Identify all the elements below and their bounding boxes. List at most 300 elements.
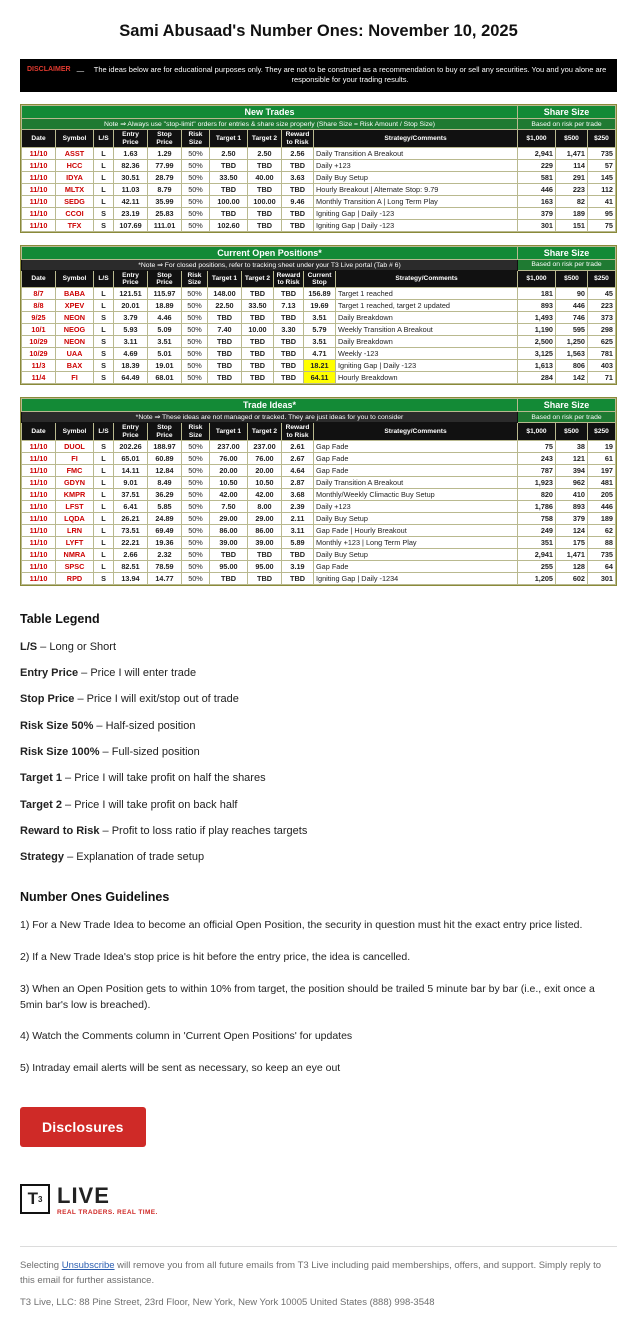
cell-target1: 2.50 [210, 147, 248, 159]
cell-strategy: Hourly Breakout | Alternate Stop: 9.79 [314, 183, 518, 195]
cell-risk-size: 50% [182, 524, 210, 536]
cell-strategy: Igniting Gap | Daily -1234 [314, 572, 518, 584]
cell-risk-size: 50% [182, 536, 210, 548]
cell-shares-500: 124 [556, 524, 588, 536]
table-row[interactable] [22, 300, 616, 312]
cell-date: 11/10 [22, 440, 56, 452]
cell-stop-price: 5.09 [148, 324, 182, 336]
cell-target1: TBD [208, 336, 242, 348]
new-trades-header-row [22, 130, 616, 148]
cell-symbol: NEOG [56, 324, 94, 336]
cell-shares-1000: 1,613 [518, 360, 556, 372]
cell-strategy: Monthly Transition A | Long Term Play [314, 195, 518, 207]
cell-ls: S [94, 219, 114, 231]
email-page [0, 22, 637, 1337]
disclaimer-dash: — [76, 66, 85, 75]
cell-target2: 40.00 [248, 171, 282, 183]
col-s1000: $1,000 [518, 423, 556, 441]
cell-stop-price: 35.99 [148, 195, 182, 207]
cell-date: 10/1 [22, 324, 56, 336]
cell-symbol: LFST [56, 500, 94, 512]
table-row[interactable] [22, 147, 616, 159]
col-ls: L/S [94, 423, 114, 441]
cell-entry-price: 4.69 [114, 348, 148, 360]
cell-stop-price: 12.84 [148, 464, 182, 476]
cell-ls: L [94, 183, 114, 195]
table-row[interactable] [22, 464, 616, 476]
cell-entry-price: 20.01 [114, 300, 148, 312]
cell-reward-to-risk: 3.63 [282, 171, 314, 183]
cell-shares-250: 205 [588, 488, 616, 500]
guideline-item: 1) For a New Trade Idea to become an official Open Position, the security in question must hit the exact entry price listed. [20, 919, 583, 932]
cell-shares-1000: 3,125 [518, 348, 556, 360]
cell-stop-price: 5.01 [148, 348, 182, 360]
cell-strategy: Monthly +123 | Long Term Play [314, 536, 518, 548]
cell-symbol: CCOI [56, 207, 94, 219]
legend-item [20, 666, 617, 680]
cell-shares-500: 806 [556, 360, 588, 372]
cell-strategy: Monthly/Weekly Climactic Buy Setup [314, 488, 518, 500]
legend-desc: – Long or Short [37, 640, 117, 653]
cell-target1: 86.00 [210, 524, 248, 536]
cell-strategy: Gap Fade | Hourly Breakout [314, 524, 518, 536]
cell-date: 11/10 [22, 560, 56, 572]
cell-symbol: FI [56, 372, 94, 384]
open-positions-title: Current Open Positions* [22, 246, 518, 259]
cell-strategy: Daily Transition A Breakout [314, 476, 518, 488]
cell-shares-500: 121 [556, 452, 588, 464]
cell-shares-250: 481 [588, 476, 616, 488]
cell-strategy: Hourly Breakdown [336, 372, 518, 384]
cell-shares-1000: 1,205 [518, 572, 556, 584]
open-positions-note-row [22, 259, 616, 270]
share-size-note-1: Based on risk per trade [518, 119, 616, 130]
cell-symbol: TFX [56, 219, 94, 231]
cell-risk-size: 50% [182, 159, 210, 171]
cell-ls: L [94, 452, 114, 464]
cell-target2: TBD [248, 183, 282, 195]
cell-shares-1000: 820 [518, 488, 556, 500]
trade-ideas-title: Trade Ideas* [22, 399, 518, 412]
col-entry: Entry Price [114, 423, 148, 441]
cell-ls: L [94, 500, 114, 512]
legend-term: Risk Size 50% [20, 719, 94, 732]
table-row[interactable] [22, 440, 616, 452]
cell-date: 11/10 [22, 452, 56, 464]
legend-desc: – Half-sized position [93, 719, 196, 732]
cell-shares-500: 151 [556, 219, 588, 231]
cell-ls: S [94, 336, 114, 348]
new-trades-title: New Trades [22, 106, 518, 119]
col-date: Date [22, 270, 56, 288]
cell-risk-size: 50% [182, 219, 210, 231]
cell-ls: L [94, 464, 114, 476]
cell-stop-price: 14.77 [148, 572, 182, 584]
table-row[interactable] [22, 183, 616, 195]
cell-target1: 95.00 [210, 560, 248, 572]
trade-ideas-band [22, 399, 616, 412]
cell-target1: TBD [210, 207, 248, 219]
cell-reward-to-risk: TBD [282, 207, 314, 219]
trade-ideas-note-row [22, 412, 616, 423]
cell-symbol: SEDG [56, 195, 94, 207]
cell-target2: TBD [242, 372, 274, 384]
cell-strategy: Weekly Transition A Breakout [336, 324, 518, 336]
cell-strategy: Igniting Gap | Daily -123 [336, 360, 518, 372]
new-trades-note-row [22, 119, 616, 130]
cell-risk-size: 50% [182, 147, 210, 159]
new-trades-table [20, 104, 617, 233]
cell-shares-500: 1,471 [556, 548, 588, 560]
cell-symbol: UAA [56, 348, 94, 360]
cell-risk-size: 50% [182, 572, 210, 584]
cell-shares-1000: 1,493 [518, 312, 556, 324]
legend-item [20, 719, 617, 733]
cell-shares-250: 373 [588, 312, 616, 324]
trade-ideas-body [22, 440, 616, 584]
cell-target1: 20.00 [210, 464, 248, 476]
legend-desc: – Price I will exit/stop out of trade [74, 693, 239, 706]
cell-target2: TBD [242, 348, 274, 360]
open-positions-table [20, 245, 617, 386]
cell-shares-250: 75 [588, 219, 616, 231]
cell-ls: L [94, 171, 114, 183]
legend-term: Entry Price [20, 667, 79, 680]
cell-date: 11/10 [22, 147, 56, 159]
col-ls: L/S [94, 270, 114, 288]
footer-divider [20, 1246, 617, 1247]
cell-risk-size: 50% [182, 548, 210, 560]
footer-address: T3 Live, LLC: 88 Pine Street, 23rd Floor, New York, New York 10005 United States (888) 998-3548 [20, 1297, 435, 1309]
table-row[interactable] [22, 476, 616, 488]
cell-shares-250: 735 [588, 147, 616, 159]
footer-pre: Selecting [20, 1259, 62, 1271]
footer-post: will remove you from all future emails from T3 Live including paid memberships, offers, and support. Simply reply to this email for further assistance. [20, 1259, 602, 1286]
col-rr: Reward to Risk [282, 130, 314, 148]
cell-shares-500: 746 [556, 312, 588, 324]
cell-reward-to-risk: 7.13 [274, 300, 304, 312]
cell-current-stop: 5.79 [304, 324, 336, 336]
cell-shares-1000: 1,190 [518, 324, 556, 336]
cell-strategy: Igniting Gap | Daily -123 [314, 219, 518, 231]
col-symbol: Symbol [56, 130, 94, 148]
table-row[interactable] [22, 324, 616, 336]
cell-current-stop: 19.69 [304, 300, 336, 312]
col-risk: Risk Size [182, 270, 208, 288]
cell-symbol: DUOL [56, 440, 94, 452]
cell-target1: 29.00 [210, 512, 248, 524]
col-s1000: $1,000 [518, 130, 556, 148]
cell-risk-size: 50% [182, 183, 210, 195]
cell-shares-500: 38 [556, 440, 588, 452]
disclosures-button[interactable]: Disclosures [20, 1107, 146, 1147]
table-row[interactable] [22, 219, 616, 231]
cell-entry-price: 202.26 [114, 440, 148, 452]
cell-shares-500: 142 [556, 372, 588, 384]
cell-shares-1000: 2,941 [518, 147, 556, 159]
cell-entry-price: 5.93 [114, 324, 148, 336]
cell-target2: 86.00 [248, 524, 282, 536]
table-row[interactable] [22, 312, 616, 324]
cell-shares-250: 41 [588, 195, 616, 207]
cell-reward-to-risk: 2.61 [282, 440, 314, 452]
cell-ls: L [94, 488, 114, 500]
guidelines-heading: Number Ones Guidelines [20, 890, 170, 905]
cell-stop-price: 8.49 [148, 476, 182, 488]
cell-shares-500: 595 [556, 324, 588, 336]
cell-target1: TBD [210, 183, 248, 195]
col-s500: $500 [556, 130, 588, 148]
table-row[interactable] [22, 336, 616, 348]
table-row[interactable] [22, 500, 616, 512]
cell-strategy: Daily Buy Setup [314, 171, 518, 183]
cell-ls: L [94, 560, 114, 572]
cell-stop-price: 24.89 [148, 512, 182, 524]
cell-ls: S [94, 312, 114, 324]
cell-risk-size: 50% [182, 324, 208, 336]
table-row[interactable] [22, 536, 616, 548]
col-s250: $250 [588, 270, 616, 288]
col-s250: $250 [588, 423, 616, 441]
cell-strategy: Daily Breakdown [336, 336, 518, 348]
cell-shares-1000: 2,500 [518, 336, 556, 348]
open-positions-note: *Note ⇒ For closed positions, refer to tracking sheet under your T3 Live portal (Tab # 6) [22, 259, 518, 270]
cell-target2: 2.50 [248, 147, 282, 159]
cell-reward-to-risk: 2.67 [282, 452, 314, 464]
col-target2: Target 2 [248, 130, 282, 148]
cell-target1: TBD [208, 312, 242, 324]
cell-entry-price: 1.63 [114, 147, 148, 159]
cell-shares-250: 403 [588, 360, 616, 372]
cell-date: 11/3 [22, 360, 56, 372]
cell-symbol: LYFT [56, 536, 94, 548]
legend-desc: – Profit to loss ratio if play reaches targets [99, 824, 308, 837]
cell-current-stop: 4.71 [304, 348, 336, 360]
cell-current-stop: 64.11 [304, 372, 336, 384]
logo-live-text: LIVE [57, 1182, 110, 1208]
cell-shares-250: 301 [588, 572, 616, 584]
legend-heading: Table Legend [20, 611, 100, 626]
guidelines-list [20, 918, 617, 1077]
cell-shares-500: 962 [556, 476, 588, 488]
table-row[interactable] [22, 159, 616, 171]
cell-reward-to-risk: 2.39 [282, 500, 314, 512]
cell-entry-price: 3.11 [114, 336, 148, 348]
cell-target2: 100.00 [248, 195, 282, 207]
cell-shares-250: 19 [588, 440, 616, 452]
cell-entry-price: 11.03 [114, 183, 148, 195]
cell-reward-to-risk: 3.68 [282, 488, 314, 500]
disclaimer-text: The ideas below are for educational purposes only. They are not to be construed as a recommendation to buy or sell any securities. You and you alone are responsible for your trading results. [93, 65, 607, 85]
cell-shares-250: 62 [588, 524, 616, 536]
table-row[interactable] [22, 372, 616, 384]
cell-ls: L [94, 524, 114, 536]
cell-reward-to-risk: TBD [274, 312, 304, 324]
cell-ls: S [94, 360, 114, 372]
cell-shares-500: 291 [556, 171, 588, 183]
cell-shares-1000: 255 [518, 560, 556, 572]
cell-stop-price: 60.89 [148, 452, 182, 464]
page-title: Sami Abusaad's Number Ones: November 10, 2025 [119, 22, 518, 40]
cell-shares-500: 446 [556, 300, 588, 312]
cell-entry-price: 107.69 [114, 219, 148, 231]
cell-shares-1000: 181 [518, 288, 556, 300]
legend-term: L/S [20, 640, 38, 653]
table-row[interactable] [22, 548, 616, 560]
col-current-stop: Current Stop [304, 270, 336, 288]
table-row[interactable] [22, 488, 616, 500]
col-s500: $500 [556, 270, 588, 288]
cell-target2: TBD [242, 288, 274, 300]
table-row[interactable] [22, 572, 616, 584]
cell-shares-1000: 163 [518, 195, 556, 207]
col-risk: Risk Size [182, 130, 210, 148]
cell-shares-1000: 301 [518, 219, 556, 231]
col-stop: Stop Price [148, 423, 182, 441]
cell-date: 11/10 [22, 207, 56, 219]
cell-reward-to-risk: TBD [274, 348, 304, 360]
cell-target2: TBD [248, 548, 282, 560]
legend-item [20, 850, 617, 864]
cell-entry-price: 14.11 [114, 464, 148, 476]
legend-term: Reward to Risk [20, 824, 100, 837]
col-strategy: Strategy/Comments [314, 130, 518, 148]
cell-shares-1000: 229 [518, 159, 556, 171]
cell-shares-500: 175 [556, 536, 588, 548]
cell-entry-price: 82.51 [114, 560, 148, 572]
cell-target2: TBD [242, 360, 274, 372]
cell-stop-price: 111.01 [148, 219, 182, 231]
disclaimer-banner [20, 59, 617, 92]
cell-reward-to-risk: 5.89 [282, 536, 314, 548]
cell-shares-1000: 284 [518, 372, 556, 384]
cell-stop-price: 188.97 [148, 440, 182, 452]
cell-shares-500: 410 [556, 488, 588, 500]
cell-entry-price: 42.11 [114, 195, 148, 207]
cell-stop-price: 19.36 [148, 536, 182, 548]
col-s500: $500 [556, 423, 588, 441]
guideline-item: 5) Intraday email alerts will be sent as necessary, so keep an eye out [20, 1062, 341, 1075]
cell-shares-500: 189 [556, 207, 588, 219]
cell-target1: TBD [210, 159, 248, 171]
cell-reward-to-risk: 2.56 [282, 147, 314, 159]
cell-shares-1000: 351 [518, 536, 556, 548]
cell-shares-500: 394 [556, 464, 588, 476]
table-row[interactable] [22, 560, 616, 572]
table-row[interactable] [22, 207, 616, 219]
cell-shares-250: 88 [588, 536, 616, 548]
cell-stop-price: 36.29 [148, 488, 182, 500]
cell-date: 11/10 [22, 524, 56, 536]
cell-current-stop: 3.51 [304, 312, 336, 324]
cell-target2: 10.00 [242, 324, 274, 336]
cell-strategy: Target 1 reached [336, 288, 518, 300]
cell-stop-price: 1.29 [148, 147, 182, 159]
cell-stop-price: 115.97 [148, 288, 182, 300]
cell-shares-250: 61 [588, 452, 616, 464]
table-row[interactable] [22, 195, 616, 207]
cell-strategy: Gap Fade [314, 440, 518, 452]
cell-target1: 148.00 [208, 288, 242, 300]
cell-reward-to-risk: 3.30 [274, 324, 304, 336]
cell-shares-1000: 243 [518, 452, 556, 464]
cell-date: 11/10 [22, 572, 56, 584]
cell-shares-1000: 1,923 [518, 476, 556, 488]
cell-reward-to-risk: TBD [274, 372, 304, 384]
cell-symbol: LRN [56, 524, 94, 536]
cell-symbol: BAX [56, 360, 94, 372]
cell-entry-price: 65.01 [114, 452, 148, 464]
cell-target2: 76.00 [248, 452, 282, 464]
cell-reward-to-risk: TBD [274, 360, 304, 372]
cell-shares-1000: 75 [518, 440, 556, 452]
new-trades-note: Note ⇒ Always use "stop-limit" orders for entries & share size properly (Share Size = Risk Amount / Stop Size) [22, 119, 518, 130]
col-date: Date [22, 130, 56, 148]
col-rr: Reward to Risk [282, 423, 314, 441]
col-rr: Reward to Risk [274, 270, 304, 288]
cell-shares-500: 90 [556, 288, 588, 300]
cell-shares-250: 71 [588, 372, 616, 384]
cell-target2: 39.00 [248, 536, 282, 548]
cell-entry-price: 73.51 [114, 524, 148, 536]
guideline-item: 3) When an Open Position gets to within 10% from target, the position should be trailed 5 minute bar by bar (i.e., exit once a 5min bar's low is breached). [20, 982, 595, 1011]
cell-risk-size: 50% [182, 300, 208, 312]
cell-entry-price: 6.41 [114, 500, 148, 512]
cell-shares-1000: 249 [518, 524, 556, 536]
cell-ls: S [94, 372, 114, 384]
cell-shares-500: 379 [556, 512, 588, 524]
table-row[interactable] [22, 288, 616, 300]
table-row[interactable] [22, 171, 616, 183]
cell-target1: 100.00 [210, 195, 248, 207]
cell-target1: 7.50 [210, 500, 248, 512]
col-symbol: Symbol [56, 423, 94, 441]
cell-date: 11/10 [22, 500, 56, 512]
table-row[interactable] [22, 360, 616, 372]
cell-target1: 39.00 [210, 536, 248, 548]
cell-target1: TBD [210, 572, 248, 584]
cell-shares-250: 145 [588, 171, 616, 183]
cell-date: 8/7 [22, 288, 56, 300]
unsubscribe-link[interactable]: Unsubscribe [61, 1259, 115, 1271]
cell-ls: L [94, 324, 114, 336]
cell-target1: 33.50 [210, 171, 248, 183]
cell-target2: 29.00 [248, 512, 282, 524]
cell-symbol: BABA [56, 288, 94, 300]
col-ls: L/S [94, 130, 114, 148]
cell-ls: L [94, 195, 114, 207]
table-row[interactable] [22, 524, 616, 536]
new-trades-body [22, 147, 616, 231]
cell-shares-500: 223 [556, 183, 588, 195]
cell-shares-1000: 446 [518, 183, 556, 195]
open-positions-header-row [22, 270, 616, 288]
legend-item [20, 798, 617, 812]
cell-shares-250: 735 [588, 548, 616, 560]
table-row[interactable] [22, 452, 616, 464]
cell-reward-to-risk: TBD [282, 183, 314, 195]
cell-target2: 95.00 [248, 560, 282, 572]
cell-strategy: Igniting Gap | Daily -123 [314, 207, 518, 219]
table-row[interactable] [22, 512, 616, 524]
table-row[interactable] [22, 348, 616, 360]
cell-entry-price: 23.19 [114, 207, 148, 219]
cell-symbol: GDYN [56, 476, 94, 488]
legend-desc: – Explanation of trade setup [64, 851, 205, 864]
cell-entry-price: 9.01 [114, 476, 148, 488]
trade-ideas-header-row [22, 423, 616, 441]
col-s250: $250 [588, 130, 616, 148]
